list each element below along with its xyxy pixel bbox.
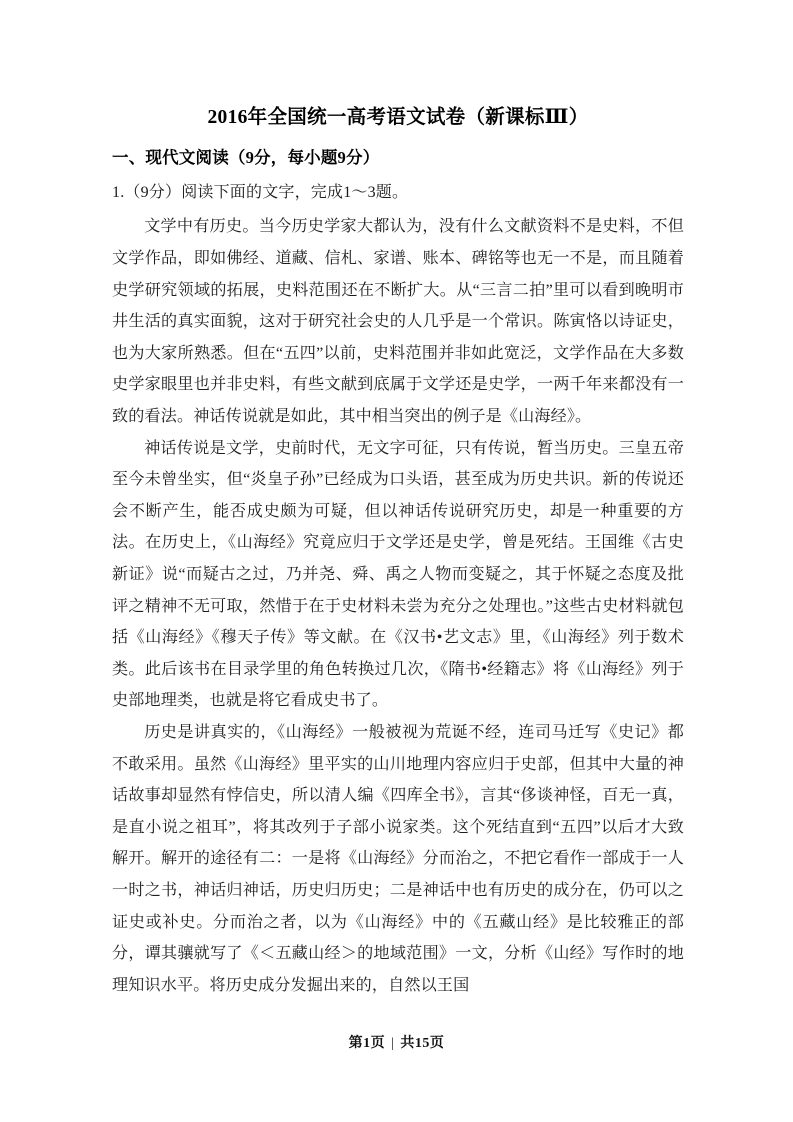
question-prompt: 1.（9分）阅读下面的文字，完成1～3题。 (112, 183, 409, 201)
footer-separator: | (391, 1036, 395, 1051)
page-content (112, 0, 684, 1001)
page-footer (0, 1032, 793, 1052)
page-title: 2016年全国统一高考语文试卷（新课标Ⅲ） (207, 107, 589, 128)
body-paragraph-3: 历史是讲真实的，《山海经》一般被视为荒诞不经，连司马迁写《史记》都不敢采用。虽然《山海经》里平实的山川地理内容应归于史部，但其中大量的神话故事却显然有悖信史，所以清人编《四库全书》，言其“侈谈神怪，百无一真，是直小说之祖耳”，将其改列于子部小说家类。这个死结直到“五四”以后才大致解开。解开的途径有二：一是将《山海经》分而治之，不把它看作一部成于一人一时之书，神话归神话，历史归历史；二是神话中也有历史的成分在，仍可以之证史或补史。分而治之者，以为《山海经》中的《五藏山经》是比较雅正的部分，谭其骧就写了《＜五藏山经＞的地域范围》一文，分析《山经》写作时的地理知识水平。将历史成分发掘出来的，自然以王国 (112, 723, 684, 994)
body-paragraph-2: 神话传说是文学，史前时代，无文字可征，只有传说，暂当历史。三皇五帝至今未曾坐实，但“炎皇子孙”已经成为口头语，甚至成为历史共识。新的传说还会不断产生，能否成史颇为可疑，但以神话传说研究历史，却是一种重要的方法。在历史上，《山海经》究竟应归于文学还是史学，曾是死结。王国维《古史新证》说“而疑古之过，乃并尧、舜、禹之人物而变疑之，其于怀疑之态度及批评之精神不无可取，然惜于在于史材料未尝为充分之处理也。”这些古史材料就包括《山海经》《穆天子传》等文献。在《汉书•艺文志》里，《山海经》列于数术类。此后该书在目录学里的角色转换过几次，《隋书•经籍志》将《山海经》列于史部地理类，也就是将它看成史书了。 (112, 439, 684, 710)
body-paragraph-1: 文学中有历史。当今历史学家大都认为，没有什么文献资料不是史料，不但文学作品，即如佛经、道藏、信札、家谱、账本、碑铭等也无一不是，而且随着史学研究领域的拓展，史料范围还在不断扩大。从“三言二拍”里可以看到晚明市井生活的真实面貌，这对于研究社会史的人几乎是一个常识。陈寅恪以诗证史，也为大家所熟悉。但在“五四”以前，史料范围并非如此宽泛，文学作品在大多数史学家眼里也并非史料，有些文献到底属于文学还是史学，一两千年来都没有一致的看法。神话传说就是如此，其中相当突出的例子是《山海经》。 (112, 218, 684, 426)
footer-current-page: 第1页 (348, 1036, 386, 1051)
section-heading: 一、现代文阅读（9分，每小题9分） (112, 148, 380, 168)
footer-total-pages: 共15页 (400, 1036, 445, 1051)
